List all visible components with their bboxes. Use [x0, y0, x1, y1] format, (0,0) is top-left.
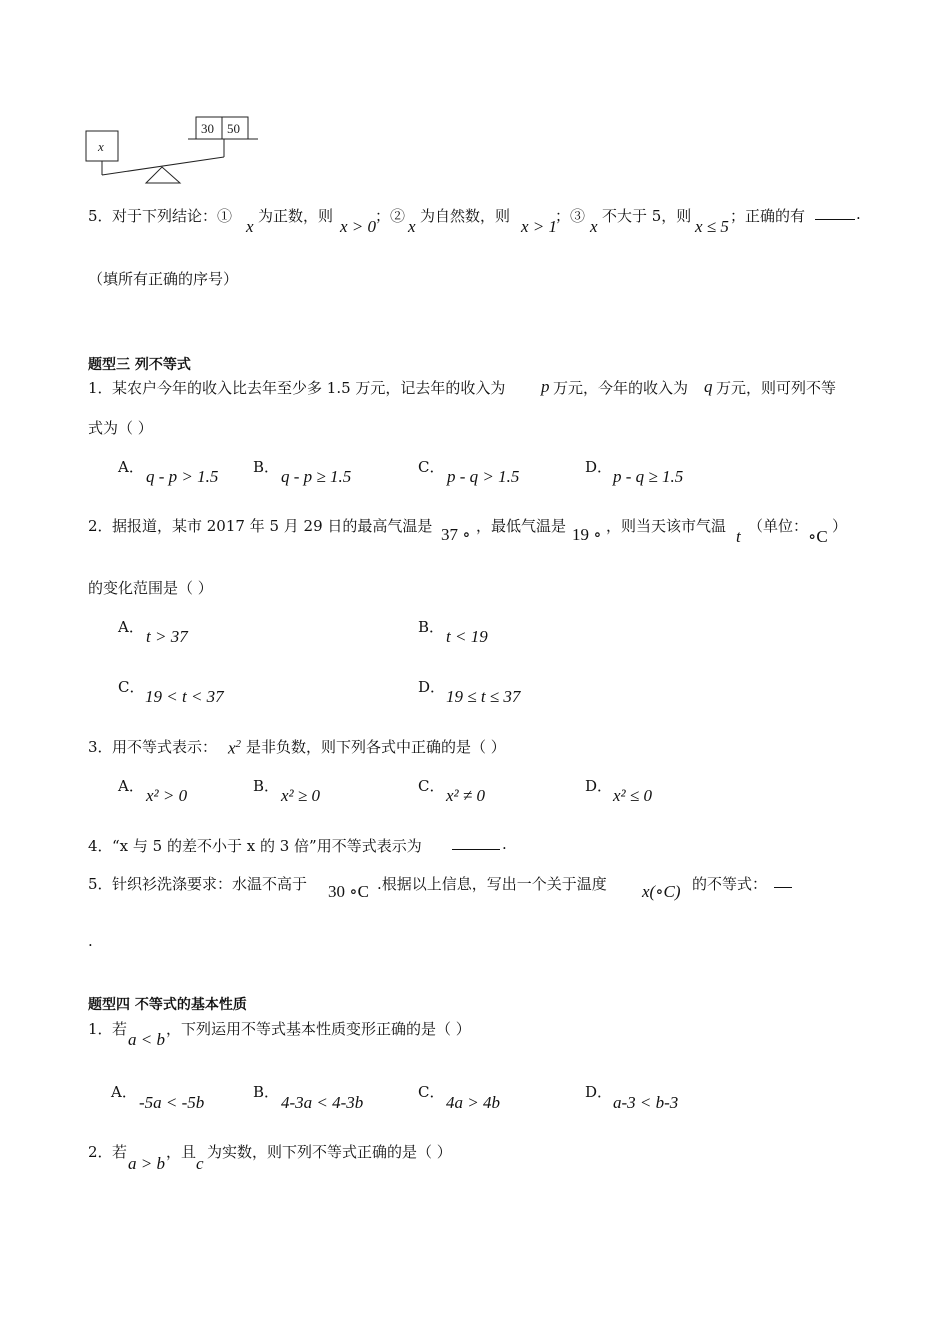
section-title: 题型三 列不等式	[88, 357, 191, 373]
math-expr: x(∘C)	[642, 882, 681, 901]
option-label[interactable]: D．	[585, 777, 613, 795]
q-text: ，下列运用不等式基本性质变形正确的是（ ）	[166, 1020, 471, 1038]
q-text: 为自然数，则	[420, 207, 511, 225]
q-text: 不大于 5，则	[602, 207, 692, 225]
q-text: 某农户今年的收入比去年至少多 1.5 万元，记去年的收入为	[112, 379, 506, 397]
option-label[interactable]: B．	[253, 777, 280, 795]
q-text: 万元，今年的收入为	[553, 379, 689, 397]
q-text: 的不等式：	[692, 875, 768, 893]
option-expr: 19 ≤ t ≤ 37	[446, 687, 521, 706]
q-text: 对于下列结论：①	[112, 207, 233, 225]
option-expr: t > 37	[146, 627, 188, 646]
question-number: 3．	[88, 738, 113, 756]
math-var: $x^2$	[228, 738, 242, 758]
q-text: 为实数，则下列不等式正确的是（ ）	[207, 1143, 452, 1161]
option-expr: q - p > 1.5	[146, 467, 219, 486]
math-expr: 19 ∘	[572, 525, 602, 544]
answer-blank[interactable]	[815, 207, 855, 220]
math-var: t	[736, 527, 741, 546]
math-expr: x ≤ 5	[695, 217, 729, 236]
math-expr: x > 0	[340, 217, 377, 236]
question-number: 5．	[88, 207, 113, 225]
q-text: ；正确的有	[730, 207, 806, 225]
q-text: ）	[832, 517, 848, 535]
q-text: 万元，则可列不等	[716, 379, 837, 397]
q-text: .根据以上信息，写出一个关于温度	[377, 875, 607, 893]
q-text: ，最低气温是	[476, 517, 567, 535]
q-text: .	[502, 835, 507, 853]
fulcrum	[146, 167, 180, 183]
option-label[interactable]: B．	[253, 458, 280, 476]
option-label[interactable]: A．	[111, 1083, 137, 1101]
weight-50-label: 50	[227, 121, 240, 136]
answer-blank[interactable]	[452, 837, 500, 850]
option-expr: x² ≠ 0	[446, 786, 485, 805]
option-expr: -5a < -5b	[139, 1093, 205, 1112]
option-expr: x² ≤ 0	[613, 786, 652, 805]
balance-figure	[80, 105, 270, 187]
option-expr: p - q > 1.5	[447, 467, 520, 486]
q-text: 针织衫洗涤要求：水温不高于	[112, 875, 308, 893]
question-number: 5．	[88, 875, 113, 893]
q-text: 用不等式表示：	[112, 738, 218, 756]
option-label[interactable]: C．	[418, 777, 445, 795]
q-text: 是非负数，则下列各式中正确的是（ ）	[246, 738, 506, 756]
question-number: 2．	[88, 1143, 113, 1161]
option-label[interactable]: B．	[253, 1083, 280, 1101]
math-expr: a < b	[128, 1030, 165, 1049]
option-expr: q - p ≥ 1.5	[281, 467, 352, 486]
option-label[interactable]: A．	[118, 458, 144, 476]
option-expr: a-3 < b-3	[613, 1093, 679, 1112]
option-expr: x² ≥ 0	[281, 786, 320, 805]
option-label[interactable]: A．	[118, 618, 144, 636]
weight-30-label: 30	[201, 121, 214, 136]
question-number: 1．	[88, 1020, 113, 1038]
math-var: p	[541, 377, 550, 396]
option-label[interactable]: A．	[118, 777, 144, 795]
option-expr: 19 < t < 37	[145, 687, 224, 706]
q-text: .	[88, 932, 93, 950]
option-expr: 4-3a < 4-3b	[281, 1093, 364, 1112]
math-var: x	[590, 217, 598, 236]
option-label[interactable]: B．	[418, 618, 445, 636]
balance-beam	[102, 157, 224, 175]
q-note: （填所有正确的序号）	[88, 270, 239, 288]
question-number: 4．	[88, 837, 113, 855]
math-expr: a > b	[128, 1154, 165, 1173]
math-expr: ∘C	[808, 527, 828, 546]
q-text: 据报道，某市 2017 年 5 月 29 日的最高气温是	[112, 517, 433, 535]
q-text: 为正数，则	[258, 207, 334, 225]
q-text: ，且	[166, 1143, 197, 1161]
q-text: 若	[112, 1143, 128, 1161]
math-expr: 37 ∘	[441, 525, 471, 544]
unknown-weight-label: x	[98, 139, 104, 154]
option-expr: p - q ≥ 1.5	[613, 467, 684, 486]
q-text: （单位：	[748, 517, 809, 535]
option-expr: 4a > 4b	[446, 1093, 500, 1112]
option-label[interactable]: C．	[118, 678, 145, 696]
option-expr: t < 19	[446, 627, 488, 646]
answer-blank[interactable]	[774, 875, 792, 888]
option-label[interactable]: D．	[585, 458, 613, 476]
q-text: “x 与 5 的差不小于 x 的 3 倍”用不等式表示为	[112, 837, 422, 855]
math-expr: x > 1	[521, 217, 558, 236]
q-text: 的变化范围是（ ）	[88, 579, 213, 597]
math-expr: 30 ∘C	[328, 882, 369, 901]
q-text: 式为（ ）	[88, 419, 153, 437]
option-label[interactable]: C．	[418, 1083, 445, 1101]
q-text: ；②	[375, 207, 406, 225]
question-number: 1．	[88, 379, 113, 397]
question-number: 2．	[88, 517, 113, 535]
q-text: 若	[112, 1020, 128, 1038]
math-var: q	[704, 377, 713, 396]
option-label[interactable]: D．	[418, 678, 446, 696]
option-label[interactable]: D．	[585, 1083, 613, 1101]
math-var: c	[196, 1154, 204, 1173]
q-text: ；③	[555, 207, 586, 225]
q-text: .	[856, 205, 861, 223]
q-text: ，则当天该市气温	[606, 517, 727, 535]
option-label[interactable]: C．	[418, 458, 445, 476]
math-var: x	[246, 217, 254, 236]
section-title: 题型四 不等式的基本性质	[88, 997, 247, 1013]
math-var: x	[408, 217, 416, 236]
option-expr: x² > 0	[146, 786, 188, 805]
